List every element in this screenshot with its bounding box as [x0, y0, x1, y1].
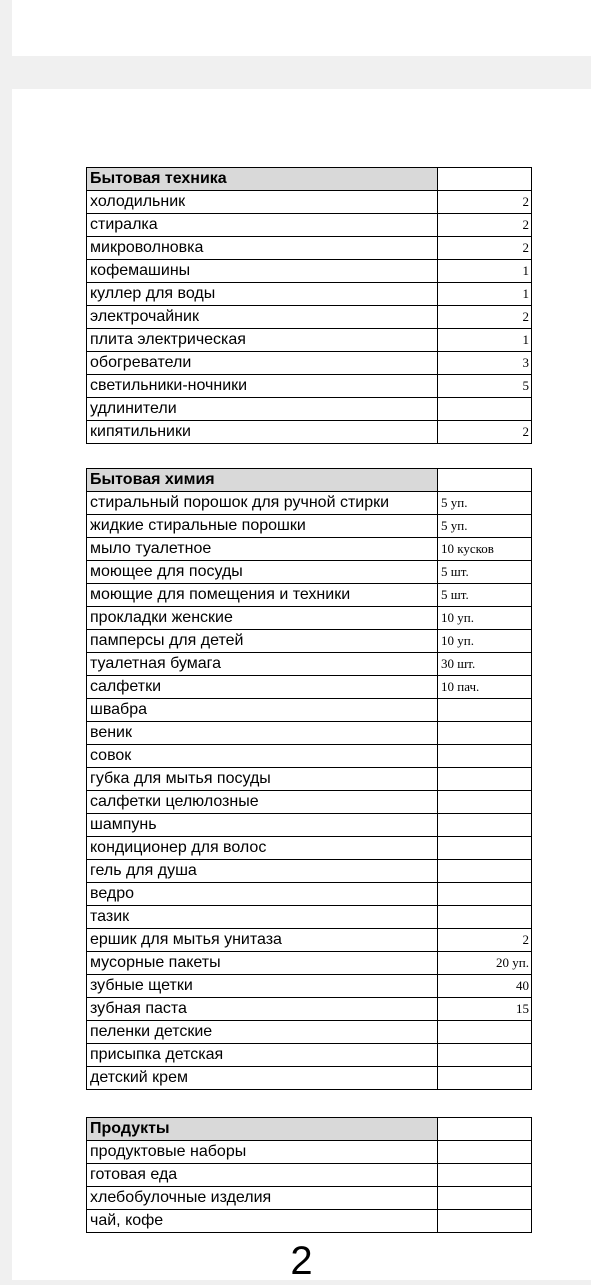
- item-quantity: 10 уп.: [438, 630, 532, 653]
- table-row: [87, 883, 532, 906]
- item-quantity: [438, 398, 532, 421]
- item-quantity: [438, 1187, 532, 1210]
- item-quantity: [438, 1044, 532, 1067]
- item-quantity: 1: [438, 329, 532, 352]
- item-quantity: 1: [438, 260, 532, 283]
- table-row: [87, 860, 532, 883]
- table-row: [87, 1187, 532, 1210]
- item-name: зубная паста: [87, 998, 438, 1021]
- item-name: кипятильники: [87, 421, 438, 444]
- item-quantity: 10 уп.: [438, 607, 532, 630]
- item-name: чай, кофе: [87, 1210, 438, 1233]
- item-name: зубные щетки: [87, 975, 438, 998]
- table-row: [87, 237, 532, 260]
- section-header-row: [87, 469, 532, 492]
- item-name: удлинители: [87, 398, 438, 421]
- table-row: [87, 515, 532, 538]
- item-quantity: [438, 791, 532, 814]
- item-quantity: 2: [438, 191, 532, 214]
- item-name: мусорные пакеты: [87, 952, 438, 975]
- table-row: [87, 283, 532, 306]
- table-row: [87, 1067, 532, 1090]
- table-row: [87, 952, 532, 975]
- item-name: мыло туалетное: [87, 538, 438, 561]
- item-quantity: [438, 837, 532, 860]
- table-row: [87, 421, 532, 444]
- item-name: пеленки детские: [87, 1021, 438, 1044]
- section-table: [86, 468, 532, 1090]
- table-row: [87, 1044, 532, 1067]
- item-quantity: 10 пач.: [438, 676, 532, 699]
- document-page: [12, 89, 591, 1283]
- table-row: [87, 1210, 532, 1233]
- table-row: [87, 352, 532, 375]
- item-quantity: 2: [438, 214, 532, 237]
- item-name: плита электрическая: [87, 329, 438, 352]
- item-quantity: 2: [438, 421, 532, 444]
- item-name: продуктовые наборы: [87, 1141, 438, 1164]
- table-row: [87, 906, 532, 929]
- item-name: микроволновка: [87, 237, 438, 260]
- item-name: моющие для помещения и техники: [87, 584, 438, 607]
- item-name: стиральный порошок для ручной стирки: [87, 492, 438, 515]
- table-row: [87, 398, 532, 421]
- table-row: [87, 329, 532, 352]
- table-row: [87, 722, 532, 745]
- item-quantity: 30 шт.: [438, 653, 532, 676]
- table-row: [87, 837, 532, 860]
- item-name: кондиционер для волос: [87, 837, 438, 860]
- item-name: светильники-ночники: [87, 375, 438, 398]
- table-row: [87, 191, 532, 214]
- section-header-row: [87, 1118, 532, 1141]
- table-row: [87, 791, 532, 814]
- previous-page-bottom: [12, 0, 591, 56]
- item-name: готовая еда: [87, 1164, 438, 1187]
- table-row: [87, 653, 532, 676]
- table-row: [87, 607, 532, 630]
- item-name: салфетки целюлозные: [87, 791, 438, 814]
- item-name: присыпка детская: [87, 1044, 438, 1067]
- item-quantity: 2: [438, 306, 532, 329]
- table-row: [87, 929, 532, 952]
- section-title: Бытовая техника: [87, 168, 438, 191]
- item-quantity: [438, 699, 532, 722]
- item-quantity: [438, 1210, 532, 1233]
- table-row: [87, 814, 532, 837]
- item-quantity: [438, 814, 532, 837]
- table-row: [87, 584, 532, 607]
- item-name: прокладки женские: [87, 607, 438, 630]
- item-name: швабра: [87, 699, 438, 722]
- section-title-qty-cell: [438, 469, 532, 492]
- item-name: холодильник: [87, 191, 438, 214]
- table-row: [87, 998, 532, 1021]
- item-quantity: 20 уп.: [438, 952, 532, 975]
- item-quantity: 5 шт.: [438, 561, 532, 584]
- section-header-row: [87, 168, 532, 191]
- item-quantity: 5 шт.: [438, 584, 532, 607]
- section-title: Продукты: [87, 1118, 438, 1141]
- item-name: детский крем: [87, 1067, 438, 1090]
- item-quantity: 15: [438, 998, 532, 1021]
- item-quantity: 5 уп.: [438, 492, 532, 515]
- item-name: салфетки: [87, 676, 438, 699]
- section-table: [86, 1117, 532, 1233]
- table-row: [87, 1021, 532, 1044]
- item-name: совок: [87, 745, 438, 768]
- item-quantity: [438, 1021, 532, 1044]
- table-row: [87, 214, 532, 237]
- table-row: [87, 768, 532, 791]
- item-quantity: [438, 1067, 532, 1090]
- item-name: моющее для посуды: [87, 561, 438, 584]
- item-name: памперсы для детей: [87, 630, 438, 653]
- item-quantity: 5: [438, 375, 532, 398]
- item-name: обогреватели: [87, 352, 438, 375]
- item-name: стиралка: [87, 214, 438, 237]
- item-quantity: [438, 906, 532, 929]
- table-row: [87, 260, 532, 283]
- item-quantity: [438, 860, 532, 883]
- item-quantity: 5 уп.: [438, 515, 532, 538]
- item-name: шампунь: [87, 814, 438, 837]
- table-row: [87, 676, 532, 699]
- item-quantity: [438, 883, 532, 906]
- item-name: куллер для воды: [87, 283, 438, 306]
- item-name: кофемашины: [87, 260, 438, 283]
- item-quantity: 40: [438, 975, 532, 998]
- table-row: [87, 699, 532, 722]
- table-row: [87, 975, 532, 998]
- item-quantity: 2: [438, 929, 532, 952]
- item-name: жидкие стиральные порошки: [87, 515, 438, 538]
- item-name: электрочайник: [87, 306, 438, 329]
- table-row: [87, 306, 532, 329]
- table-row: [87, 492, 532, 515]
- section-title-qty-cell: [438, 168, 532, 191]
- page-number: 2: [290, 1239, 313, 1283]
- item-name: хлебобулочные изделия: [87, 1187, 438, 1210]
- item-name: туалетная бумага: [87, 653, 438, 676]
- item-quantity: [438, 745, 532, 768]
- table-row: [87, 375, 532, 398]
- item-quantity: 1: [438, 283, 532, 306]
- item-name: тазик: [87, 906, 438, 929]
- item-name: веник: [87, 722, 438, 745]
- item-name: гель для душа: [87, 860, 438, 883]
- item-quantity: [438, 768, 532, 791]
- section-title-qty-cell: [438, 1118, 532, 1141]
- item-quantity: [438, 1164, 532, 1187]
- item-quantity: [438, 722, 532, 745]
- item-name: ершик для мытья унитаза: [87, 929, 438, 952]
- table-row: [87, 538, 532, 561]
- item-name: губка для мытья посуды: [87, 768, 438, 791]
- table-row: [87, 1141, 532, 1164]
- item-quantity: [438, 1141, 532, 1164]
- table-row: [87, 1164, 532, 1187]
- item-quantity: 10 кусков: [438, 538, 532, 561]
- item-name: ведро: [87, 883, 438, 906]
- section-table: [86, 167, 532, 444]
- table-row: [87, 630, 532, 653]
- item-quantity: 3: [438, 352, 532, 375]
- table-row: [87, 561, 532, 584]
- section-title: Бытовая химия: [87, 469, 438, 492]
- item-quantity: 2: [438, 237, 532, 260]
- table-row: [87, 745, 532, 768]
